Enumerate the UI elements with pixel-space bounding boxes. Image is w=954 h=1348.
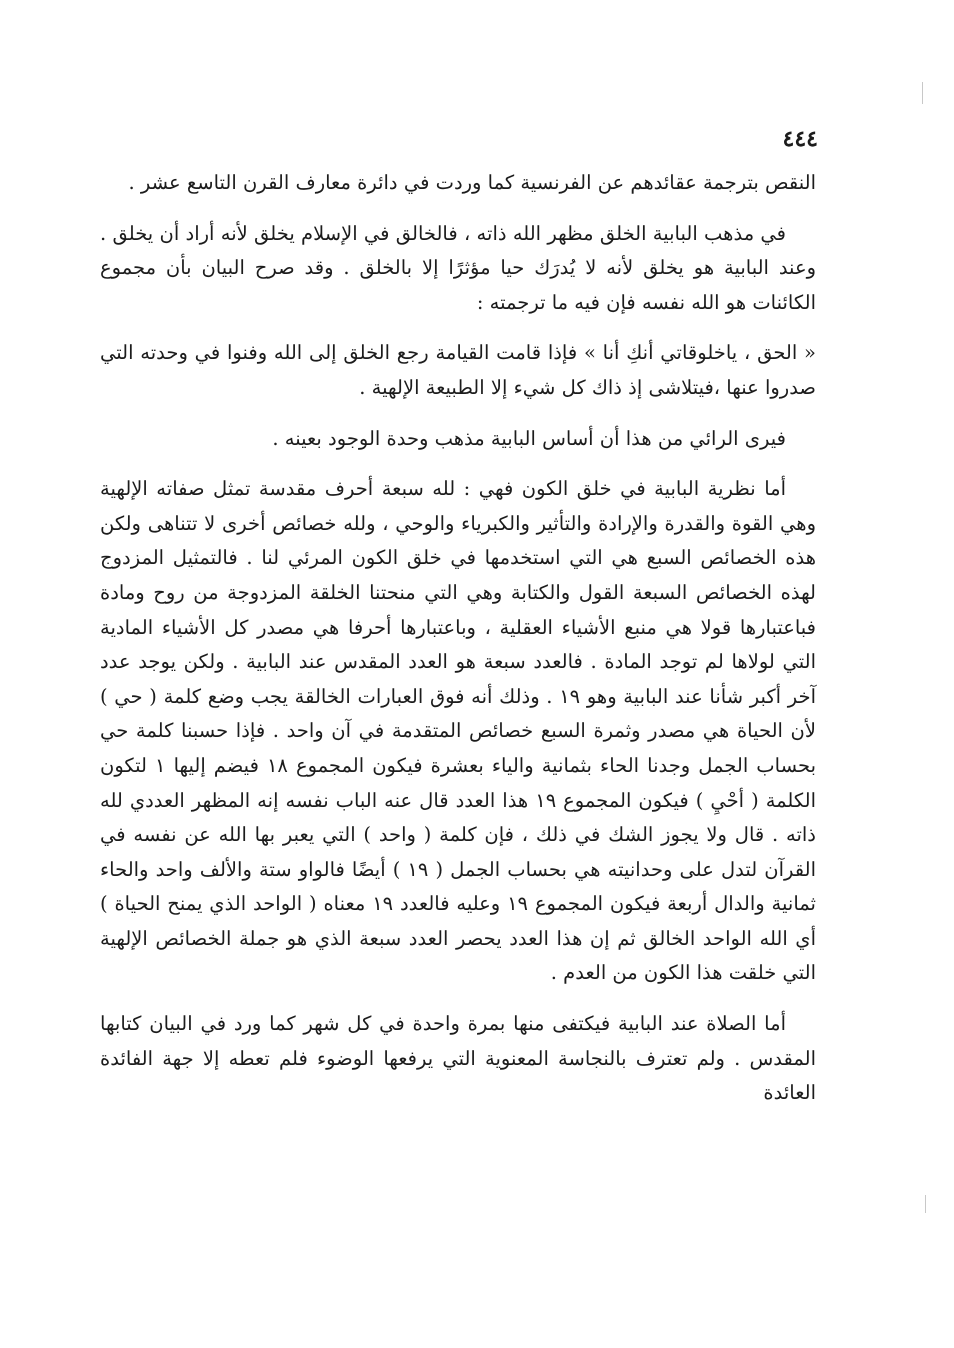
- paragraph-creation: في مذهب البابية الخلق مظهر الله ذاته ، فالخالق في الإسلام يخلق لأنه أراد أن يخلق . وعند البابية هو يخلق لأنه لا يُدرَك حيا مؤثرًا إلا بالخلق . وقد صرح البيان بأن مجموع الكائنات هو الله نفسه فإن فيه ما ترجمته :: [100, 221, 816, 314]
- margin-mark: [925, 1195, 926, 1213]
- margin-mark: [922, 82, 923, 104]
- paragraph-theory: أما نظرية البابية في خلق الكون فهي : لله سبعة أحرف مقدسة تمثل صفاته الإلهية وهي القوة والقدرة والإرادة والتأثير والكبرياء والوحي ، ولله خصائص أخرى لا تتناهى ولكن هذه الخصائص السبع هي التي استخدمها في خلق الكون المرئي لنا . فالتمثيل المزدوج لهذه الخصائص السبعة القول والكتابة وهي التي منحتنا الخلقة المزدوجة من روح ومادة فباعتبارها قولا هي منبع الأشياء العقلية ، وباعتبارها أحرفا هي مصدر كل الأشياء المادية التي لولاها لم توجد المادة . فالعدد سبعة هو العدد المقدس عند البابية . ولكن يوجد عدد آخر أكبر شأنا عند البابية وهو ١٩ . وذلك أنه فوق العبارات الخالقة يجب وضع كلمة ( حي ) لأن الحياة هي مصدر وثمرة السبع خصائص المتقدمة في آن واحد . فإذا حسبنا كلمة حي بحساب الجمل وجدنا الحاء بثمانية والياء بعشرة فيكون المجموع ١٨ فيضم إليها ١ لتكون الكلمة ( أحْيِ ) فيكون المجموع ١٩ هذا العدد قال عنه الباب نفسه إنه المظهر العددي لله ذاته . قال ولا يجوز الشك في ذلك ، فإن كلمة ( واحد ) التي يعبر بها الله عن نفسه في القرآن لتدل على وحدانيته هي بحساب الجمل ( ١٩ ) أيضًا فالواو ستة والألف واحد والحاء ثمانية والدال أربعة فيكون المجموع ١٩ وعليه فالعدد ١٩ معناه ( الواحد الذي يمنح الحياة ) أي الله الواحد الخالق ثم إن هذا العدد يحصر العدد سبعة الذي هو جملة الخصائص الإلهية التي خلقت هذا الكون من العدم .: [100, 477, 817, 985]
- paragraph-intro: النقص بترجمة عقائدهم عن الفرنسية كما وردت في دائرة معارف القرن التاسع عشر .: [128, 171, 816, 194]
- paragraph-prayer: أما الصلاة عند البابية فيكتفى منها بمرة واحدة في كل شهر كما ورد في البيان كتابها المقدس . ولم تعترف بالنجاسة المعنوية التي يرفعها الوضوء فلم تعطه إلا جهة الفائدة العائدة: [100, 1012, 816, 1105]
- body-text: [100, 166, 816, 1111]
- paragraph-quote: « الحق ، ياخلوقاتي أنكِ أنا » فإذا قامت القيامة رجع الخلق إلى الله وفنوا في وحدته التي صدروا عنها ،فيتلاشى إذ ذاك كل شيء إلا الطبيعة الإلهية .: [100, 341, 816, 399]
- page-number: ٤٤٤: [782, 126, 818, 152]
- paragraph-conclusion: فيرى الرائي من هذا أن أساس البابية مذهب وحدة الوجود بعينه .: [272, 426, 786, 450]
